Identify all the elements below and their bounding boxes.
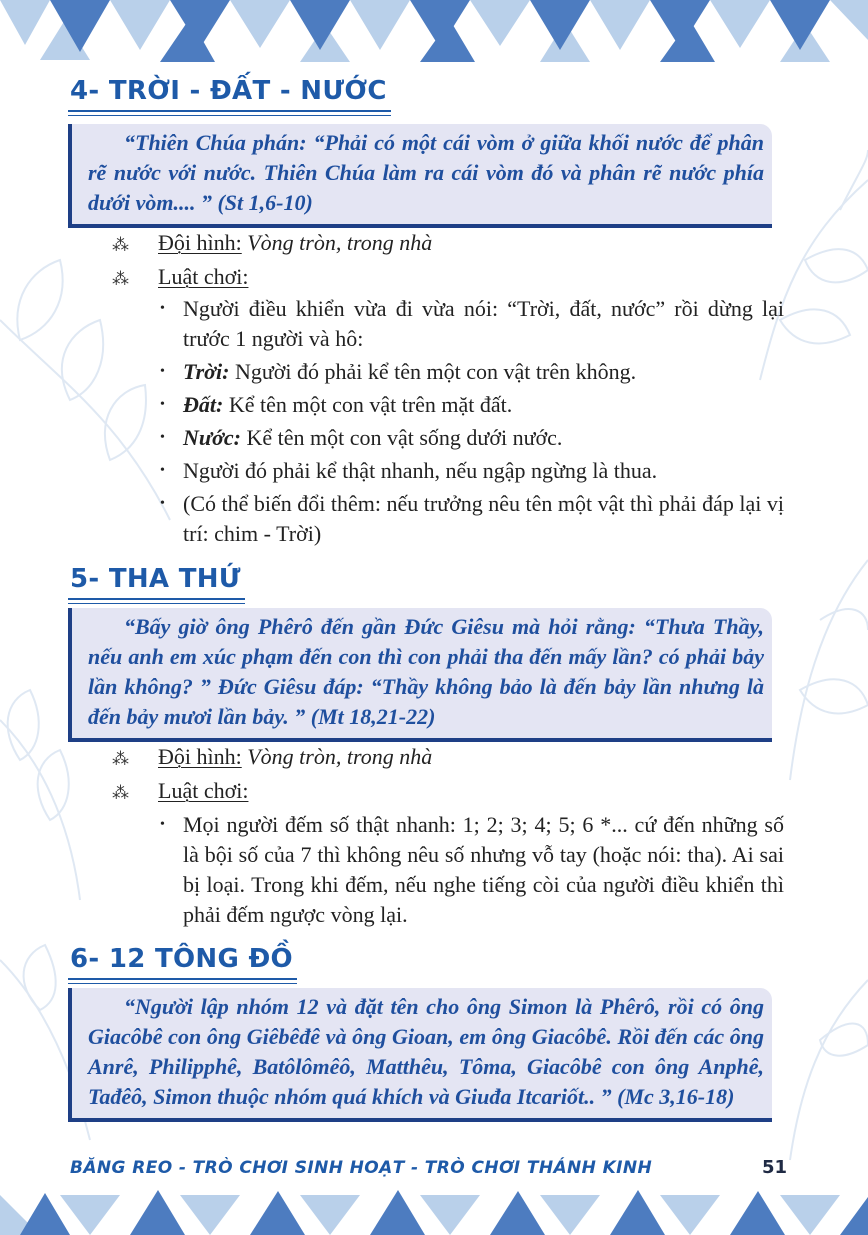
formation-label: Đội hình: <box>158 744 242 769</box>
asterism-icon: ⁂ <box>112 783 129 802</box>
asterism-icon: ⁂ <box>112 235 129 254</box>
bullet-icon: • <box>160 301 165 316</box>
list-item <box>158 390 784 420</box>
rules-label: Luật chơi: <box>158 778 249 803</box>
asterism-icon: ⁂ <box>112 269 129 288</box>
formation-label: Đội hình: <box>158 230 242 255</box>
page-number: 51 <box>762 1157 788 1178</box>
title-underline <box>68 110 391 112</box>
scripture-quote: “Người lập nhóm 12 và đặt tên cho ông Simon là Phêrô, rồi có ông Giacôbê con ông Giêbêđê và ông Gioan, em ông Giacôbê. Rồi đến các ông Anrê, Philipphê, Batôlômêô, Matthêu, Tôma, Giacôbê con ông Anphê, Tađêô, Simon thuộc nhóm quá khích và Giuđa Itcariốt.. ” (Mc 3,16-18) <box>88 994 764 1109</box>
rule-term: Đất: <box>183 392 224 417</box>
footer-book-title: BĂNG REO - TRÒ CHƠI SINH HOẠT - TRÒ CHƠI THÁNH KINH <box>70 1158 653 1178</box>
section-title-6-text: 6- 12 TÔNG ĐỒ <box>70 944 293 974</box>
rules-line <box>112 776 248 808</box>
rule-text: Người điều khiển vừa đi vừa nói: “Trời, đất, nước” rồi dừng lại trước 1 người và hô: <box>183 296 784 351</box>
bullet-icon: • <box>160 463 165 478</box>
scripture-quote: “Thiên Chúa phán: “Phải có một cái vòm ở giữa khối nước để phân rẽ nước với nước. Thiên Chúa làm ra cái vòm đó và phân rẽ nước phía dưới vòm.... ” (St 1,6-10) <box>88 130 764 215</box>
section-title-5-text: 5- THA THỨ <box>70 564 241 594</box>
rule-text: (Có thể biến đổi thêm: nếu trưởng nêu tên một vật thì phải đáp lại vị trí: chim - Trời) <box>183 491 784 546</box>
list-item <box>158 810 784 930</box>
quote-box-6 <box>68 988 772 1122</box>
formation-value: Vòng tròn, trong nhà <box>247 230 433 255</box>
title-underline <box>68 978 297 980</box>
asterism-icon: ⁂ <box>112 749 129 768</box>
bullet-icon: • <box>160 496 165 511</box>
rules-line <box>112 262 248 294</box>
bullet-icon: • <box>160 397 165 412</box>
rule-text: Người đó phải kể thật nhanh, nếu ngập ngừng là thua. <box>183 458 658 483</box>
bullet-icon: • <box>160 817 165 832</box>
formation-value: Vòng tròn, trong nhà <box>247 744 433 769</box>
rule-text: Kể tên một con vật trên mặt đất. <box>228 392 513 417</box>
scripture-quote: “Bấy giờ ông Phêrô đến gần Đức Giêsu mà hỏi rằng: “Thưa Thầy, nếu anh em xúc phạm đến con thì con phải tha đến mấy lần? có phải bảy lần không? ” Đức Giêsu đáp: “Thầy không bảo là đến bảy lần nhưng là đến bảy mươi lần bảy. ” (Mt 18,21-22) <box>88 614 764 729</box>
rules-list-5 <box>158 810 784 933</box>
list-item <box>158 423 784 453</box>
list-item <box>158 489 784 549</box>
rule-text: Kể tên một con vật sống dưới nước. <box>246 425 563 450</box>
title-underline <box>68 983 297 984</box>
section-title-4 <box>70 76 387 110</box>
rules-list-4 <box>158 294 784 552</box>
rules-label: Luật chơi: <box>158 264 249 289</box>
list-item <box>158 357 784 387</box>
rule-text: Mọi người đếm số thật nhanh: 1; 2; 3; 4; 5; 6 *... cứ đến những số là bội số của 7 thì không nêu số nhưng vỗ tay (hoặc nói: tha). Ai sai bị loại. Trong khi đếm, nếu nghe tiếng còi của người điều khiển thì phải đếm ngược vòng lại. <box>183 812 784 927</box>
rule-text: Người đó phải kể tên một con vật trên không. <box>234 359 637 384</box>
bullet-icon: • <box>160 364 165 379</box>
rule-term: Trời: <box>183 359 230 384</box>
formation-line <box>112 228 432 260</box>
title-underline <box>68 603 245 604</box>
title-underline <box>68 115 391 116</box>
section-title-6 <box>70 944 293 978</box>
rule-term: Nước: <box>183 425 241 450</box>
title-underline <box>68 598 245 600</box>
bullet-icon: • <box>160 430 165 445</box>
section-title-5 <box>70 564 241 598</box>
quote-box-4 <box>68 124 772 228</box>
list-item <box>158 456 784 486</box>
list-item <box>158 294 784 354</box>
formation-line <box>112 742 432 774</box>
section-title-4-text: 4- TRỜI - ĐẤT - NƯỚC <box>70 76 387 106</box>
quote-box-5 <box>68 608 772 742</box>
